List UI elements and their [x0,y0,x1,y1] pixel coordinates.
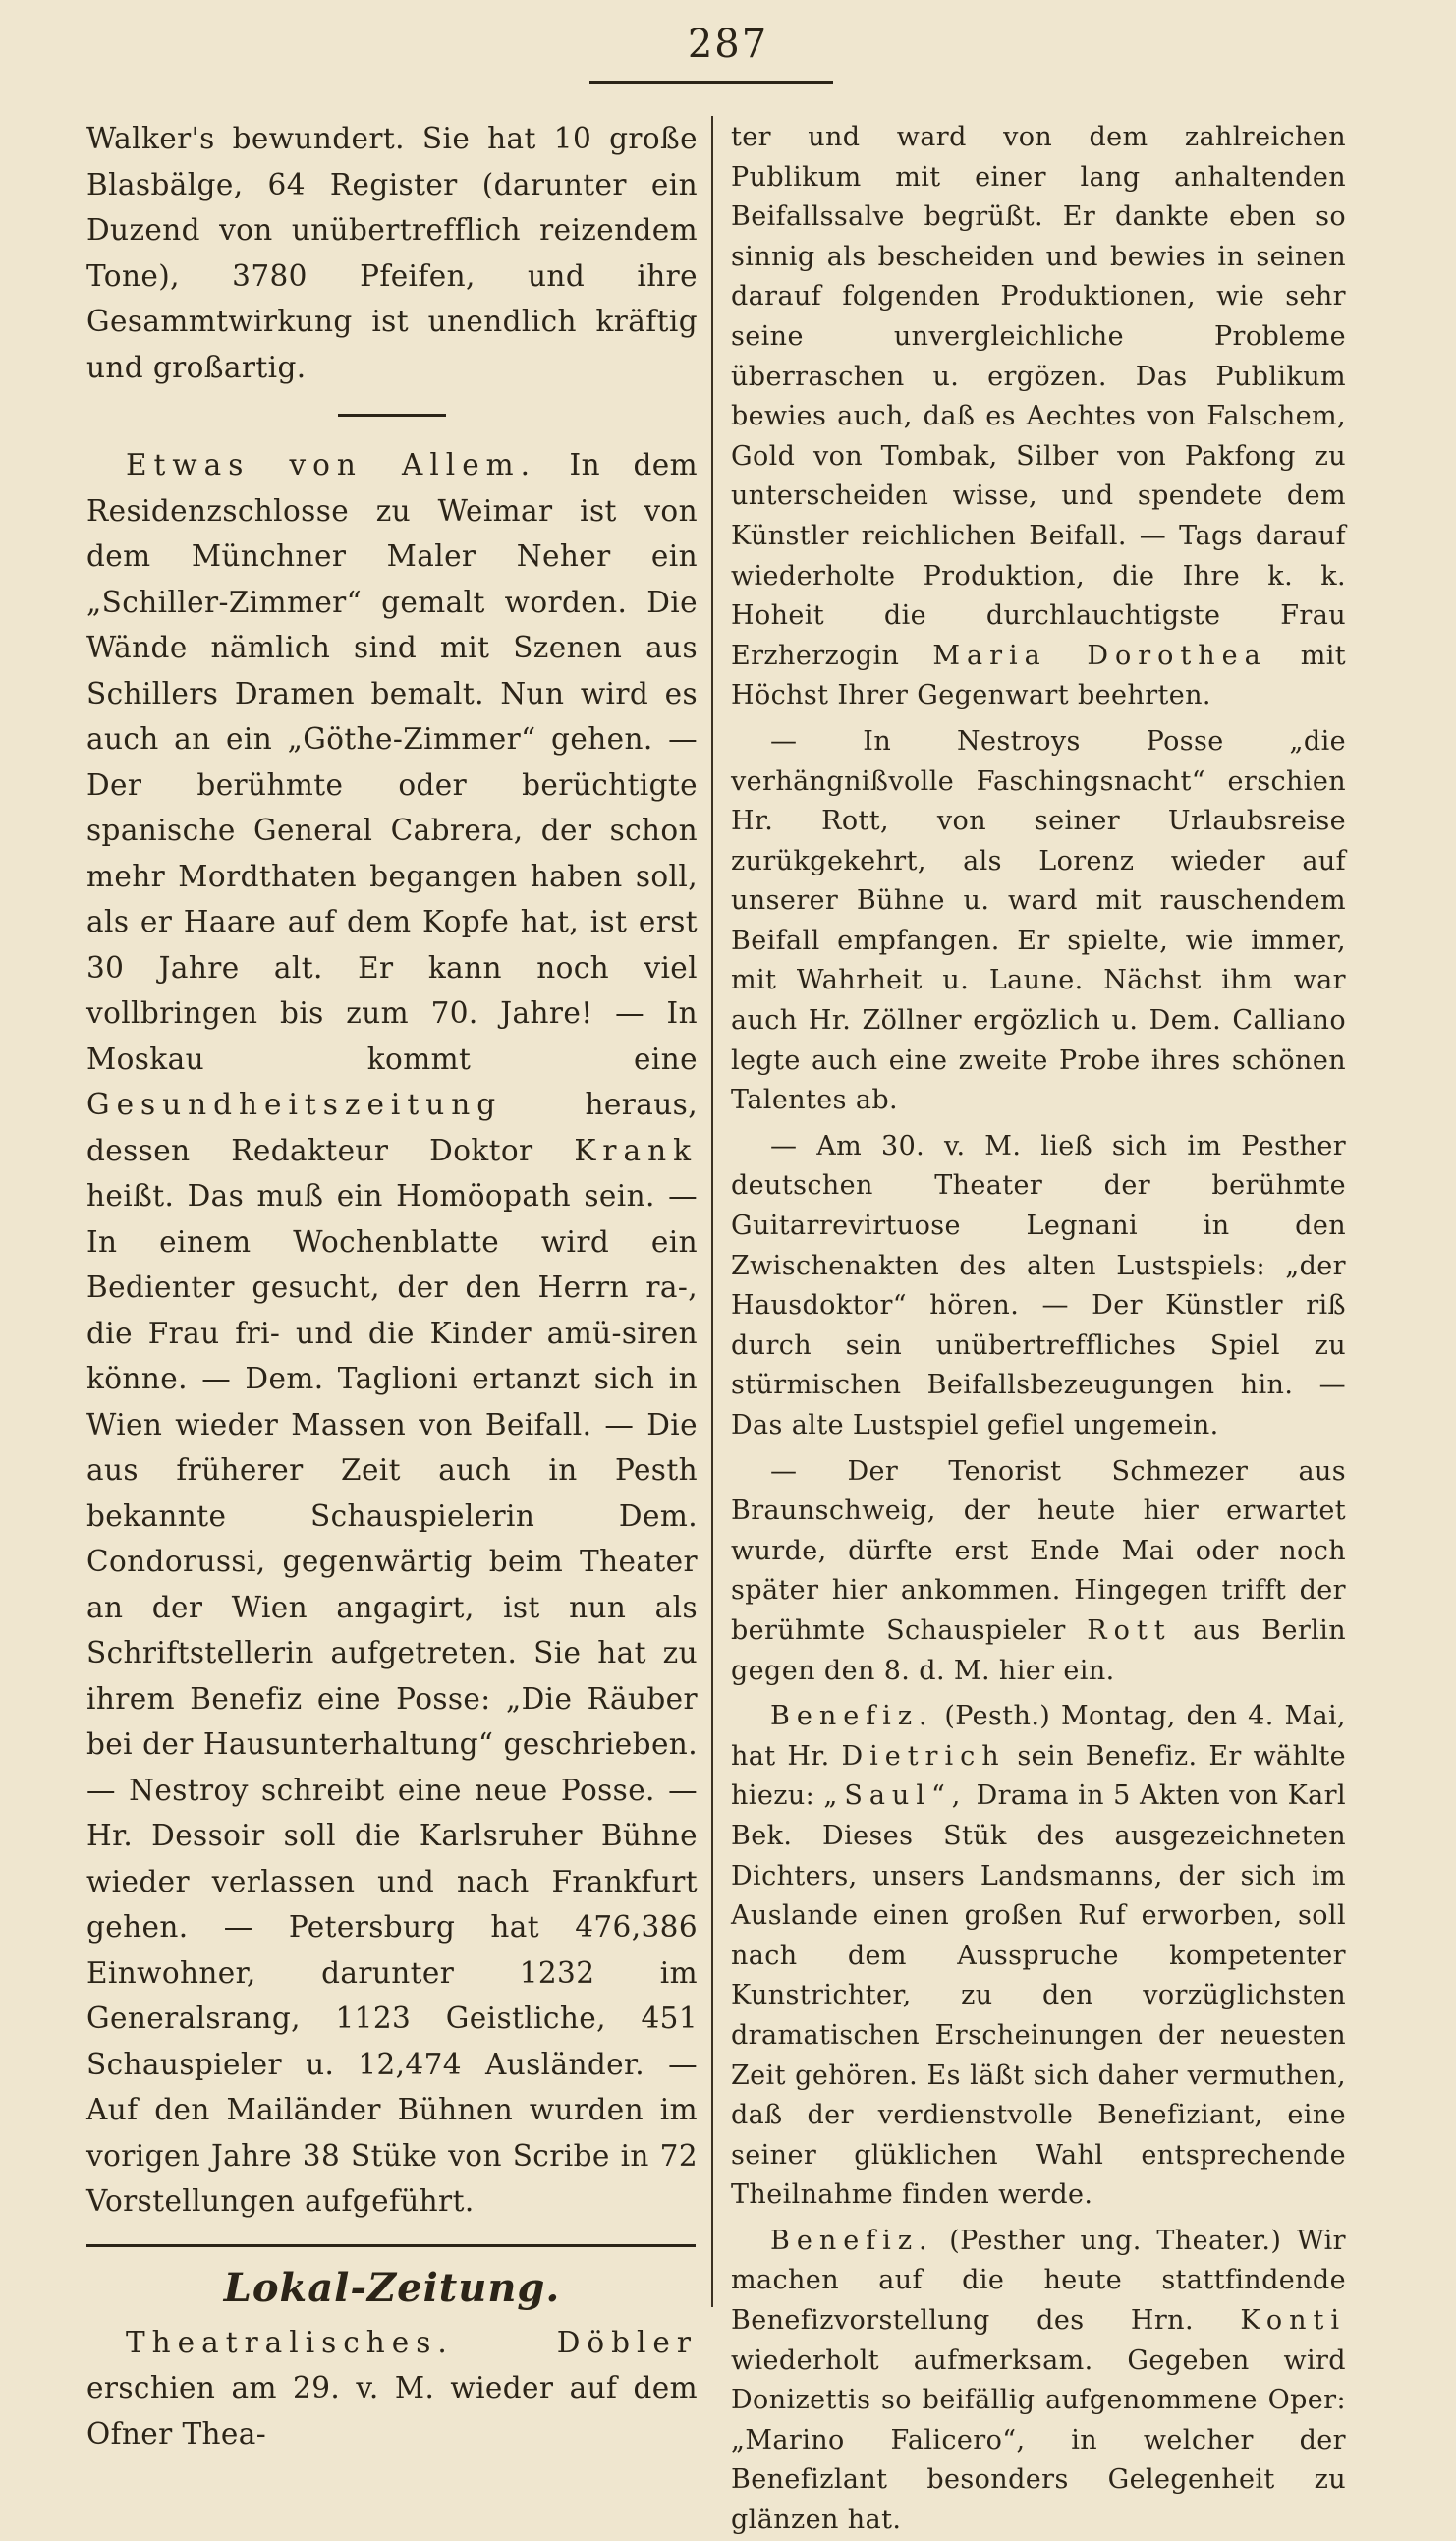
section-divider-long [86,2244,696,2247]
emphasized-name: Rott [1087,1614,1172,1646]
paragraph-heading: Benefiz. [770,2225,934,2256]
paragraph-etwas-von-allem: Etwas von Allem. In dem Residenzschlosse zu Weimar ist von dem Münchner Maler Neher ein „Schiller-Zimmer“ gemalt worden. Die Wände nämlich sind mit Szenen aus Schillers Dramen bemalt. Nun wird es auch an ein „Göthe-Zimmer“ gehen. — Der berühmte oder berüchtigte spanische General Cabrera, der schon mehr Mordthaten begangen haben soll, als er Haare auf dem Kopfe hat, ist erst 30 Jahre alt. Er kann noch viel vollbringen bis zum 70. Jahre! — In Moskau kommt eine Gesundheitszeitung heraus, dessen Redakteur Doktor Krank heißt. Das muß ein Homöopath sein. — In einem Wochenblatte wird ein Bedienter gesucht, der den Herrn ra-, die Frau fri- und die Kinder amü-siren könne. — Dem. Taglioni ertanzt sich in Wien wieder Massen von Beifall. — Die aus früherer Zeit auch in Pesth bekannte Schauspielerin Dem. Condorussi, gegenwärtig beim Theater an der Wien angagirt, ist nun als Schriftstellerin aufgetreten. Sie hat zu ihrem Benefiz eine Posse: „Die Räuber bei der Hausunterhaltung“ geschrieben. — Nestroy schreibt eine neue Posse. — Hr. Dessoir soll die Karlsruher Bühne wieder verlassen und nach Frankfurt gehen. — Petersburg hat 476,386 Einwohner, darunter 1232 im Generalsrang, 1123 Geistliche, 451 Schauspieler u. 12,474 Ausländer. — Auf den Mailänder Bühnen wurden im vorigen Jahre 38 Stüke von Scribe in 72 Vorstellungen aufgeführt. [86,448,698,2218]
emphasized-term: Gesundheitszeitung [86,1088,503,1121]
paragraph-nestroy: — In Nestroys Posse „die verhängnißvolle Faschingsnacht“ erschien Hr. Rott, von seiner Urlaubsreise zurükgekehrt, als Lorenz wieder auf unserer Bühne u. ward mit rauschendem Beifall empfangen. Er spielte, wie immer, mit Wahrheit u. Laune. Nächst ihm war auch Hr. Zöllner ergözlich u. Dem. Calliano legte auch eine zweite Probe ihres schönen Talentes ab. [731,725,1346,1116]
paragraph-benefiz-pesth: Benefiz. (Pesth.) Montag, den 4. Mai, hat Hr. Dietrich sein Benefiz. Er wählte hiezu: „Saul“, Drama in 5 Akten von Karl Bek. Dieses Stük des ausgezeichneten Dichters, unsers Landsmanns, der sich im Auslande einen großen Ruf erworben, soll nach dem Ausspruche kompetenter Kunstrichter, zu den vorzüglichsten dramatischen Erscheinungen der neuesten Zeit gehören. Es läßt sich daher vermuthen, daß der verdienstvolle Benefiziant, eine seiner glüklichen Wahl entsprechende Theilnahme finden werde. [731,1701,1347,2211]
header-rule [589,81,833,84]
emphasized-title: „Saul“, [823,1780,968,1812]
paragraph-legnani: — Am 30. v. M. ließ sich im Pesther deutschen Theater der berühmte Guitarrevirtuose Legnani in den Zwischenakten des alten Lustspiels: „der Hausdoktor“ hören. — Der Künstler riß durch sein unübertreffliches Spiel zu stürmischen Beifallsbezeugungen hin. — Das alte Lustspiel gefiel ungemein. [731,1130,1346,1440]
right-column [731,118,1346,2541]
emphasized-name: Maria Dorothea [932,640,1267,671]
emphasized-name: Döbler [556,2325,698,2359]
page-number: 287 [687,22,769,67]
paragraph-theatralisches: Theatralisches. Döbler erschien am 29. v. M. wieder auf dem Ofner Thea- [86,2325,698,2451]
emphasized-name: Konti [1240,2305,1346,2337]
paragraph-heading: Etwas von Allem. [126,448,536,481]
paragraph-organ: Walker's bewundert. Sie hat 10 große Blasbälge, 64 Register (darunter ein Duzend von unübertrefflich reizendem Tone), 3780 Pfeifen, und ihre Gesammtwirkung ist unendlich kräftig und großartig. [86,122,698,384]
column-divider [711,116,713,2307]
section-divider [338,414,446,417]
paragraph-benefiz-ungarisch: Benefiz. (Pesther ung. Theater.) Wir machen auf die heute stattfindende Benefizvorstellung des Hrn. Konti wiederholt aufmerksam. Gegeben wird Donizettis so beifällig aufgenommene Oper: „Marino Falicero“, in welcher der Benefizlant besonders Gelegenheit zu glänzen hat. [731,2225,1346,2536]
paragraph-doebler-cont: ter und ward von dem zahlreichen Publikum mit einer lang anhaltenden Beifallssalve begrüßt. Er dankte eben so sinnig als bescheiden und bewies in seinen darauf folgenden Produktionen, wie sehr seine unvergleichliche Probleme überraschen u. ergözen. Das Publikum bewies auch, daß es Aechtes von Falschem, Gold von Tombak, Silber von Pakfong zu unterscheiden wisse, und spendete dem Künstler reichlichen Beifall. — Tags darauf wiederholte Produktion, die Ihre k. k. Hoheit die durchlauchtigste Frau Erzherzogin Maria Dorothea mit Höchst Ihrer Gegenwart beehrten. [731,122,1347,711]
section-title: Lokal-Zeitung. [223,2264,561,2311]
paragraph-heading: Theatralisches. [126,2325,454,2359]
emphasized-name: Dietrich [841,1740,1006,1772]
paragraph-schmezer: — Der Tenorist Schmezer aus Braunschweig, der heute hier erwartet wurde, dürfte erst Ende Mai oder noch später hier ankommen. Hingegen trifft der berühmte Schauspieler Rott aus Berlin gegen den 8. d. M. hier ein. [731,1455,1347,1686]
emphasized-name: Krank [574,1133,698,1167]
paragraph-heading: Benefiz. [770,1701,934,1732]
left-column [86,116,698,2456]
